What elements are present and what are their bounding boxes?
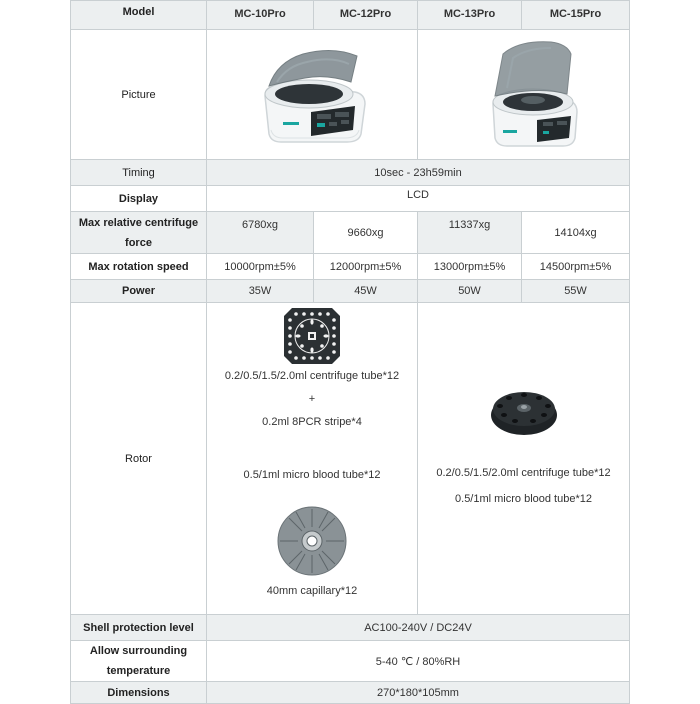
shell-row (71, 615, 630, 641)
picture-small-centrifuge (207, 30, 418, 160)
model-mc13pro: MC-13Pro (418, 1, 522, 30)
speed-row (71, 254, 630, 280)
angle-rotor-icon (489, 385, 559, 437)
display-label: Display (71, 186, 207, 212)
timing-value: 10sec - 23h59min (207, 160, 630, 186)
speed-mc13pro: 13000rpm±5% (418, 254, 522, 280)
model-label: Model (71, 1, 207, 30)
rotor-left-line-1: 0.2/0.5/1.5/2.0ml centrifuge tube*12 (224, 370, 400, 382)
rotor-right-cell (418, 303, 630, 615)
display-row (71, 186, 630, 212)
timing-label: Timing (71, 160, 207, 186)
dims-label: Dimensions (71, 682, 207, 704)
spec-table (70, 0, 630, 704)
rotor-right-group (421, 385, 626, 505)
model-mc12pro: MC-12Pro (314, 1, 418, 30)
power-mc12pro: 45W (314, 280, 418, 303)
picture-row (71, 30, 630, 160)
temp-row (71, 641, 630, 682)
model-row (71, 1, 630, 30)
rotor-left-line-2: 0.2ml 8PCR stripe*4 (262, 416, 362, 428)
rotor-row (71, 303, 630, 615)
speed-label: Max rotation speed (71, 254, 207, 280)
rotor-left-line-3: 0.5/1ml micro blood tube*12 (243, 469, 381, 481)
picture-label: Picture (71, 30, 207, 160)
rotor-left-group (210, 306, 414, 597)
power-row (71, 280, 630, 303)
speed-mc15pro: 14500rpm±5% (522, 254, 630, 280)
rotor-label: Rotor (71, 303, 207, 615)
centrifuge-closed-lid-image (247, 34, 377, 152)
shell-value: AC100-240V / DC24V (207, 615, 630, 641)
temp-label: Allow surrounding temperature (71, 641, 207, 682)
model-mc15pro: MC-15Pro (522, 1, 630, 30)
centrifuge-open-lid-image (459, 34, 589, 152)
rotor-right-line-1: 0.2/0.5/1.5/2.0ml centrifuge tube*12 (436, 467, 611, 479)
rotor-left-plus: + (308, 393, 316, 405)
square-rotor-icon (282, 306, 342, 366)
speed-mc12pro: 12000rpm±5% (314, 254, 418, 280)
rcf-label: Max relative centrifuge force (71, 212, 207, 254)
capillary-rotor-icon (276, 505, 348, 577)
rotor-right-line-2: 0.5/1ml micro blood tube*12 (455, 493, 592, 505)
rcf-mc12pro: 9660xg (314, 212, 418, 254)
rcf-mc13pro: 11337xg (418, 212, 522, 254)
temp-value: 5-40 ℃ / 80%RH (207, 641, 630, 682)
rcf-row (71, 212, 630, 254)
power-label: Power (71, 280, 207, 303)
dims-row (71, 682, 630, 704)
rotor-left-line-4: 40mm capillary*12 (266, 585, 358, 597)
rotor-left-cell (207, 303, 418, 615)
shell-label: Shell protection level (71, 615, 207, 641)
power-mc10pro: 35W (207, 280, 314, 303)
display-value: LCD (207, 186, 630, 212)
picture-large-centrifuge (418, 30, 630, 160)
timing-row (71, 160, 630, 186)
rcf-mc10pro: 6780xg (207, 212, 314, 254)
power-mc15pro: 55W (522, 280, 630, 303)
dims-value: 270*180*105mm (207, 682, 630, 704)
power-mc13pro: 50W (418, 280, 522, 303)
rcf-mc15pro: 14104xg (522, 212, 630, 254)
model-mc10pro: MC-10Pro (207, 1, 314, 30)
speed-mc10pro: 10000rpm±5% (207, 254, 314, 280)
